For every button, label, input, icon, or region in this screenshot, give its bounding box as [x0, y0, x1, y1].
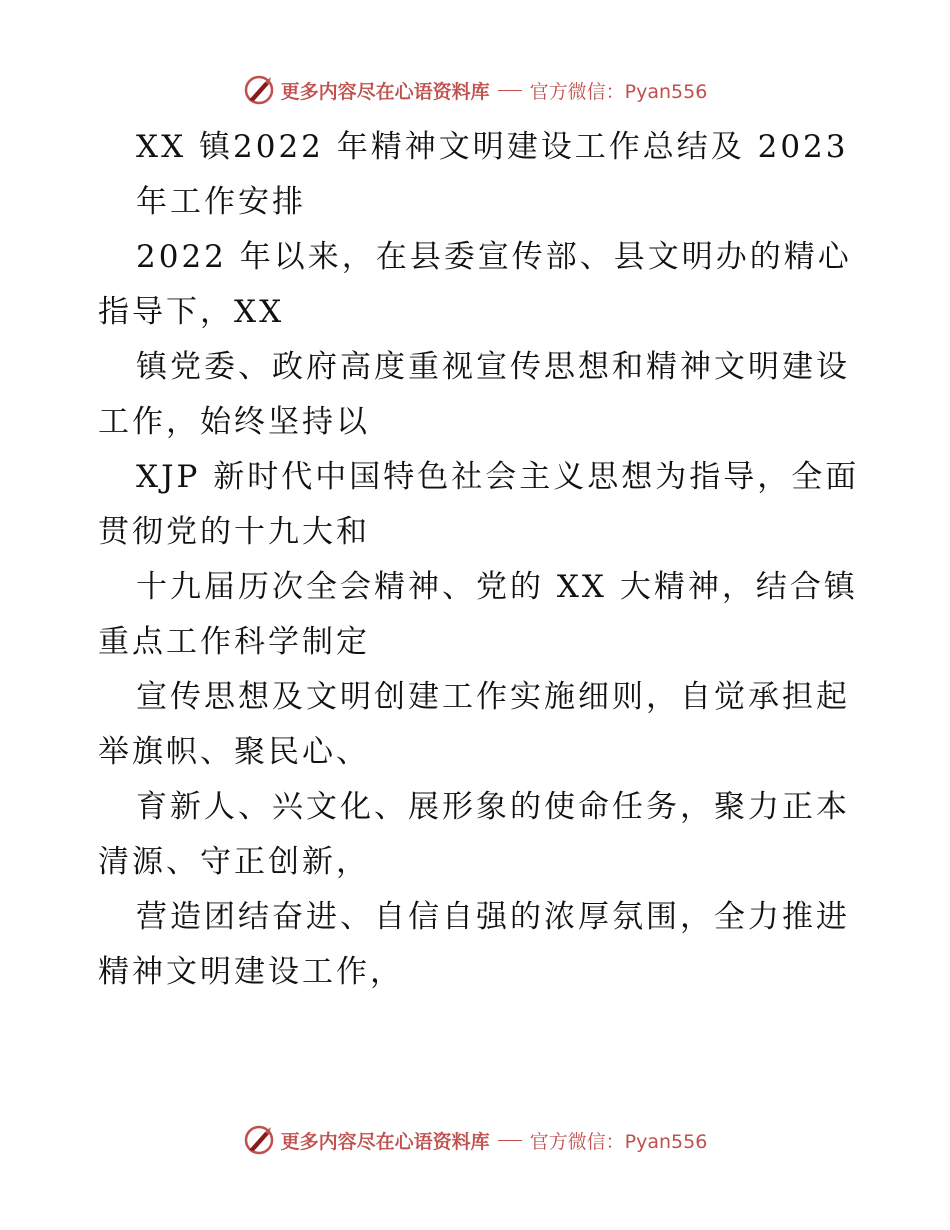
paragraph-line: 十九届历次全会精神、党的 XX 大精神，结合镇 — [136, 569, 858, 605]
banner-dash — [498, 90, 522, 91]
title-line-1: XX 镇2022 年精神文明建设工作总结及 2023 — [136, 129, 849, 165]
paragraph-line: 2022 年以来，在县委宣传部、县文明办的精心 — [136, 239, 852, 275]
paragraph-line: 工作，始终坚持以 — [98, 404, 370, 440]
paragraph-line: 育新人、兴文化、展形象的使命任务，聚力正本 — [136, 789, 850, 825]
document-body — [98, 120, 858, 1000]
paragraph-line: 指导下，XX — [98, 294, 285, 330]
title-line-2: 年工作安排 — [136, 184, 306, 220]
wechat-text: 官方微信：Pyan556 — [529, 80, 708, 103]
header-watermark-banner — [0, 70, 950, 110]
paragraph-line: 营造团结奋进、自信自强的浓厚氛围，全力推进 — [136, 899, 850, 935]
paragraph-line: 贯彻党的十九大和 — [98, 514, 370, 550]
quill-pen-logo-icon — [243, 74, 275, 106]
paragraph-line: XJP 新时代中国特色社会主义思想为指导，全面 — [136, 459, 860, 495]
paragraph-line: 重点工作科学制定 — [98, 624, 370, 660]
footer-watermark-banner — [0, 1120, 950, 1160]
brand-text: 更多内容尽在心语资料库 — [280, 1130, 490, 1153]
paragraph-line: 宣传思想及文明创建工作实施细则，自觉承担起 — [136, 679, 850, 715]
paragraph-line: 举旗帜、聚民心、 — [98, 734, 370, 770]
brand-text: 更多内容尽在心语资料库 — [280, 80, 490, 103]
paragraph-line: 镇党委、政府高度重视宣传思想和精神文明建设 — [136, 349, 850, 385]
banner-dash — [498, 1140, 522, 1141]
wechat-text: 官方微信：Pyan556 — [529, 1130, 708, 1153]
quill-pen-logo-icon — [243, 1124, 275, 1156]
paragraph-line: 清源、守正创新， — [98, 844, 370, 880]
paragraph-line: 精神文明建设工作， — [98, 954, 404, 990]
